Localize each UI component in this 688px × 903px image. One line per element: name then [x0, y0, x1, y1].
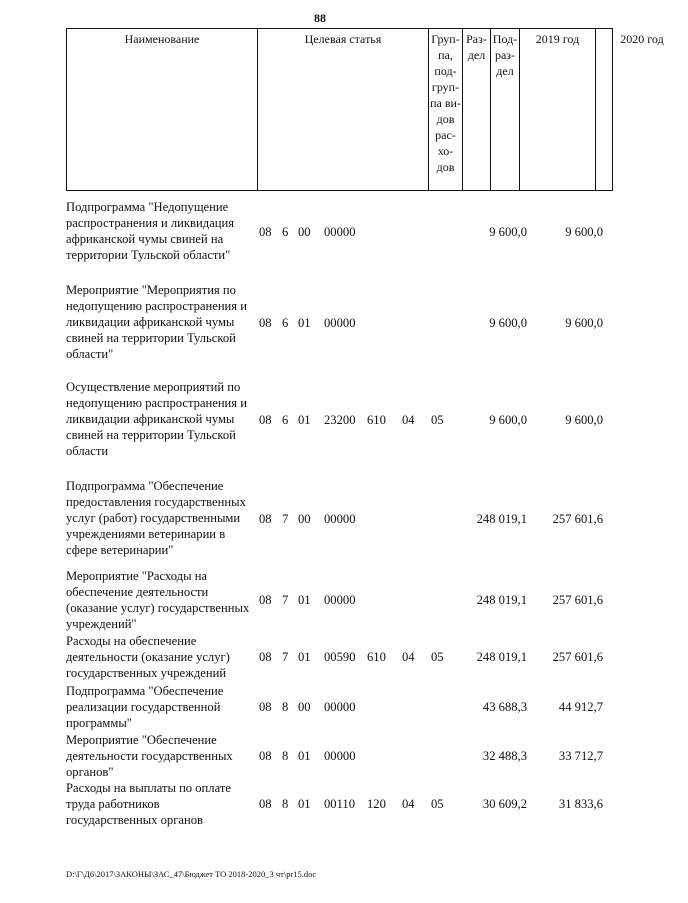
row-group: 610 [367, 650, 386, 664]
row-code-program: 08 [259, 225, 272, 239]
row-code-program: 08 [259, 593, 272, 607]
header-target: Целевая статья [258, 29, 429, 190]
row-2019: 248 019,1 [476, 650, 527, 664]
row-name: Подпрограмма "Обеспечение реализации государственной программы" [66, 684, 224, 730]
page-number: 88 [314, 11, 326, 25]
row-2020: 9 600,0 [565, 413, 603, 427]
row-2019: 9 600,0 [489, 225, 527, 239]
row-name: Осуществление мероприятий по недопущению распространения и ликвидации африканской чумы свиней на территории Тульской области [66, 380, 247, 458]
row-code-event: 01 [298, 413, 311, 427]
row-2019: 9 600,0 [489, 316, 527, 330]
row-code-program: 08 [259, 512, 272, 526]
row-code-subprogram: 6 [282, 316, 289, 330]
row-code-program: 08 [259, 700, 272, 714]
row-code-program: 08 [259, 650, 272, 664]
row-code-subprogram: 6 [282, 225, 289, 239]
row-section: 04 [402, 413, 415, 427]
row-code-program: 08 [259, 749, 272, 763]
row-2019: 248 019,1 [476, 593, 527, 607]
row-code-direction: 00000 [324, 512, 356, 526]
header-section: Раз- дел [463, 29, 491, 190]
row-group: 610 [367, 413, 386, 427]
row-code-event: 01 [298, 316, 311, 330]
header-name: Наименование [67, 29, 258, 190]
row-2020: 31 833,6 [558, 797, 603, 811]
row-2019: 30 609,2 [482, 797, 527, 811]
row-2020: 9 600,0 [565, 316, 603, 330]
row-code-subprogram: 8 [282, 700, 289, 714]
row-code-program: 08 [259, 413, 272, 427]
row-code-direction: 00000 [324, 225, 356, 239]
row-2020: 44 912,7 [558, 700, 603, 714]
header-2019: 2019 год [520, 29, 596, 190]
row-section: 04 [402, 797, 415, 811]
row-name: Подпрограмма "Недопущение распространения и ликвидация африканской чумы свиней на территории Тульской области" [66, 200, 234, 262]
row-2019: 32 488,3 [482, 749, 527, 763]
row-section: 04 [402, 650, 415, 664]
row-2020: 257 601,6 [552, 512, 603, 526]
row-code-event: 01 [298, 593, 311, 607]
row-code-program: 08 [259, 316, 272, 330]
table-header [66, 28, 664, 191]
row-code-event: 00 [298, 512, 311, 526]
row-code-direction: 00000 [324, 593, 356, 607]
row-code-direction: 00000 [324, 749, 356, 763]
row-2019: 43 688,3 [482, 700, 527, 714]
file-path-footer: D:\Г\Д6\2017\ЗАКОНЫ\ЗАС_47\Бюджет ТО 2018-2020_3 чт\pr15.doc [66, 869, 317, 879]
row-code-event: 00 [298, 700, 311, 714]
row-name: Расходы на обеспечение деятельности (оказание услуг) государственных учреждений [66, 634, 230, 680]
row-2019: 9 600,0 [489, 413, 527, 427]
row-code-direction: 00000 [324, 700, 356, 714]
row-2020: 257 601,6 [552, 650, 603, 664]
row-2020: 9 600,0 [565, 225, 603, 239]
row-code-subprogram: 7 [282, 512, 289, 526]
row-name: Мероприятие "Мероприятия по недопущению распространения и ликвидации африканской чумы свиней на территории Тульской области" [66, 283, 247, 361]
row-code-subprogram: 8 [282, 749, 289, 763]
row-group: 120 [367, 797, 386, 811]
row-code-program: 08 [259, 797, 272, 811]
row-code-subprogram: 6 [282, 413, 289, 427]
row-code-direction: 00590 [324, 650, 356, 664]
row-code-subprogram: 7 [282, 593, 289, 607]
row-subsection: 05 [431, 413, 444, 427]
row-name: Расходы на выплаты по оплате труда работников государственных органов [66, 781, 231, 827]
row-code-event: 01 [298, 650, 311, 664]
row-code-subprogram: 7 [282, 650, 289, 664]
row-code-subprogram: 8 [282, 797, 289, 811]
row-code-direction: 00110 [324, 797, 356, 811]
row-name: Мероприятие "Расходы на обеспечение деятельности (оказание услуг) государственных учреждений" [66, 569, 250, 631]
row-name: Мероприятие "Обеспечение деятельности государственных органов" [66, 733, 233, 779]
row-code-event: 01 [298, 797, 311, 811]
row-2019: 248 019,1 [476, 512, 527, 526]
row-code-direction: 00000 [324, 316, 356, 330]
header-group: Груп- па, под- груп- па ви- дов рас- хо- дов [429, 29, 463, 190]
row-code-event: 01 [298, 749, 311, 763]
row-2020: 257 601,6 [552, 593, 603, 607]
row-code-event: 00 [298, 225, 311, 239]
header-2020: 2020 год [620, 32, 664, 46]
row-name: Подпрограмма "Обеспечение предоставления государственных услуг (работ) государственными учреждениями ветеринарии в сфере ветеринарии" [66, 479, 246, 557]
header-subsection: Под- раз- дел [491, 29, 520, 190]
row-code-direction: 23200 [324, 413, 356, 427]
row-2020: 33 712,7 [558, 749, 603, 763]
row-subsection: 05 [431, 650, 444, 664]
row-subsection: 05 [431, 797, 444, 811]
